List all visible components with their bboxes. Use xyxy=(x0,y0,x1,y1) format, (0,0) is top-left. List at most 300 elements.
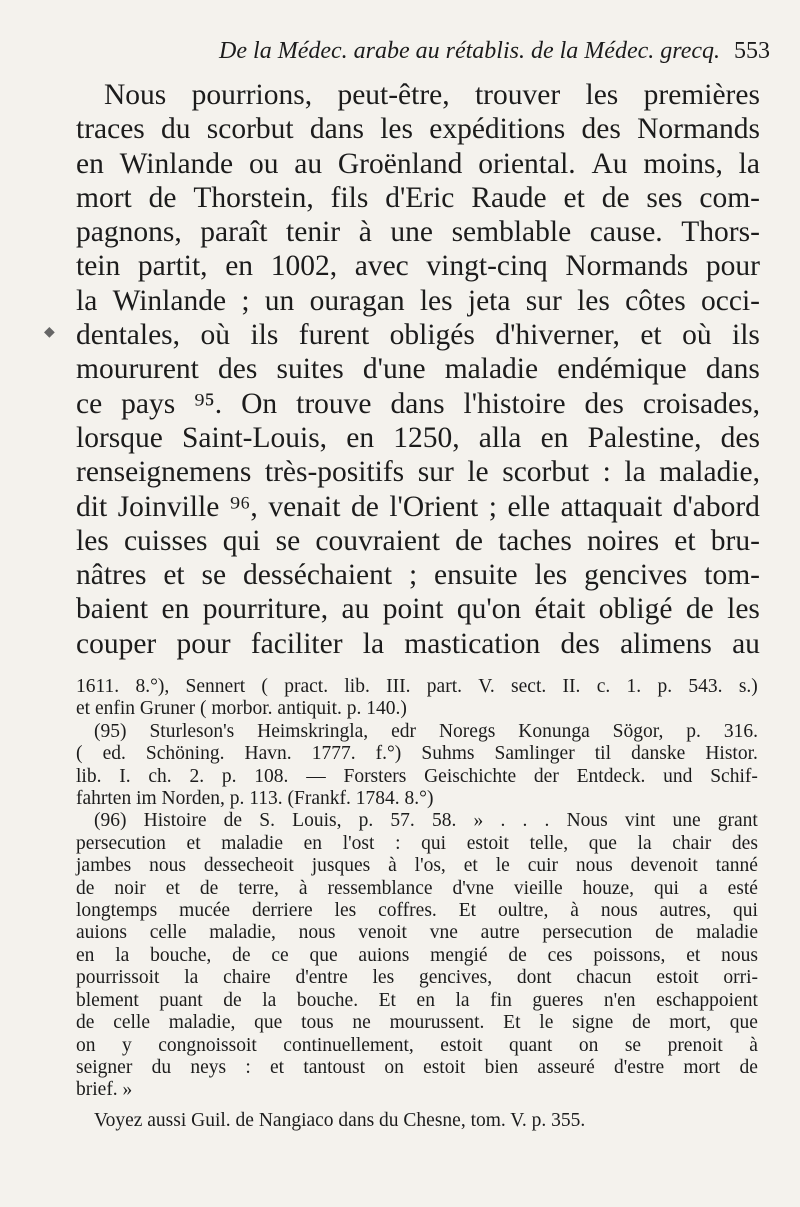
word: Louis, xyxy=(292,810,342,832)
text-line xyxy=(76,181,760,215)
word: cuisses xyxy=(123,524,208,557)
word: sur xyxy=(417,456,454,489)
word: tous xyxy=(301,1012,334,1034)
word: et xyxy=(563,181,585,214)
word: Normands xyxy=(637,113,760,146)
word: furent xyxy=(298,319,370,352)
word: maladie xyxy=(221,832,283,854)
word: Havn. xyxy=(244,743,292,765)
word: moururent xyxy=(76,353,199,386)
word: I. xyxy=(119,765,131,787)
word: cause. xyxy=(589,216,663,249)
word: était xyxy=(534,593,586,626)
text-line xyxy=(76,249,760,283)
word: couvraient xyxy=(315,524,440,557)
word: de xyxy=(508,944,527,966)
word: Nous xyxy=(104,79,167,111)
word: les xyxy=(419,284,453,317)
word: . xyxy=(544,810,550,832)
footnote-line: brief. » xyxy=(76,1079,133,1101)
word: com- xyxy=(699,181,760,214)
footnote-line xyxy=(76,878,758,900)
word: houze, xyxy=(582,877,635,899)
word: une xyxy=(672,810,701,832)
word: endémique xyxy=(557,353,687,386)
word: d'entre xyxy=(295,967,348,989)
word: III. xyxy=(386,676,411,697)
footnote-see-also: Voyez aussi Guil. de Nangiaco dans du Chesne, tom. V. p. 355. xyxy=(94,1109,586,1131)
word: Et xyxy=(458,900,477,922)
word: oriental. xyxy=(478,147,576,180)
word: où xyxy=(682,319,712,352)
word: à xyxy=(358,216,372,249)
margin-mark-icon: ◆ xyxy=(44,324,55,340)
word: ; xyxy=(241,284,250,317)
word: persecution xyxy=(76,832,166,854)
word: . xyxy=(500,810,506,832)
word: la xyxy=(76,284,98,317)
word: pourriture, xyxy=(202,593,329,626)
word: ce xyxy=(271,944,289,966)
word: d'hiverner, xyxy=(495,319,620,352)
word: baient xyxy=(76,593,149,626)
word: Winlande xyxy=(112,284,227,317)
word: seigner xyxy=(76,1056,133,1078)
word: celle xyxy=(149,922,187,944)
word: à xyxy=(570,900,579,922)
word: Sturleson's xyxy=(149,720,235,742)
word: et xyxy=(463,855,478,877)
word: que xyxy=(254,1012,283,1034)
word: ce xyxy=(76,387,103,420)
word: ils xyxy=(250,319,279,352)
word: attaquait xyxy=(560,490,663,523)
word: une xyxy=(390,216,433,249)
word: y xyxy=(121,1034,132,1056)
word: des xyxy=(560,627,600,660)
word: chaire xyxy=(223,967,271,989)
word: mourussent. xyxy=(389,1012,485,1034)
word: V. xyxy=(478,676,495,697)
word: der xyxy=(533,765,559,787)
word: 1611. xyxy=(76,676,120,697)
text-line xyxy=(76,112,760,146)
word: celle xyxy=(113,1012,150,1034)
word: de xyxy=(76,1012,95,1034)
word: 58. xyxy=(431,810,457,832)
word: trouve xyxy=(296,387,372,420)
word: ⁹⁶, xyxy=(229,490,258,523)
footnote-line xyxy=(76,945,758,967)
word: Normands xyxy=(565,250,689,283)
word: peut-être, xyxy=(337,79,450,111)
word: Et xyxy=(503,1012,521,1034)
word: nâtres xyxy=(76,559,147,592)
word: trouver xyxy=(474,79,561,111)
word: pagnons, xyxy=(76,216,182,249)
word: fin xyxy=(490,989,512,1011)
word: mucée xyxy=(179,900,231,922)
word: mort, xyxy=(669,1012,711,1034)
text-line xyxy=(76,592,760,626)
footnote-line xyxy=(76,900,758,922)
word: de xyxy=(223,989,242,1011)
word: Raude xyxy=(471,181,547,214)
word: des xyxy=(218,353,258,386)
word: se xyxy=(201,559,227,592)
word: cuir xyxy=(527,855,559,877)
word: bien xyxy=(484,1056,519,1078)
word: ch. xyxy=(148,765,172,787)
word: Heimskringla, xyxy=(257,720,369,742)
word: bru- xyxy=(710,524,760,557)
word: Suhms xyxy=(421,743,475,765)
word: lib. xyxy=(344,676,370,697)
word: scorbut xyxy=(502,456,590,489)
word: les xyxy=(534,559,568,592)
word: Nous xyxy=(566,810,608,832)
word: de xyxy=(223,810,243,832)
page-number: 553 xyxy=(734,38,770,64)
word: derriere xyxy=(251,900,313,922)
word: de xyxy=(455,524,483,557)
word: mort xyxy=(683,1056,721,1078)
text-line xyxy=(76,318,760,352)
word: venoit xyxy=(358,922,407,944)
word: desséchaient xyxy=(242,559,393,592)
word: bouche, xyxy=(150,944,212,966)
word: lib. xyxy=(76,765,102,787)
word: II. xyxy=(562,676,581,697)
word: coffres. xyxy=(378,900,437,922)
word: la xyxy=(184,967,199,989)
word: gencives xyxy=(584,559,688,592)
word: que xyxy=(309,944,338,966)
footnote-line: fahrten im Norden, p. 113. (Frankf. 1784. 8.°) xyxy=(76,788,434,810)
word: bouche. xyxy=(296,989,359,1011)
text-line xyxy=(76,524,760,558)
word: et xyxy=(269,1056,285,1078)
word: les xyxy=(577,284,610,317)
word: poissons, xyxy=(593,944,666,966)
word: (95) xyxy=(94,720,127,742)
word: oultre, xyxy=(497,900,549,922)
word: noir xyxy=(114,877,146,899)
word: edr xyxy=(391,720,417,742)
footnote-line xyxy=(76,766,758,788)
word: til xyxy=(594,743,612,765)
word: 1002, xyxy=(270,250,338,283)
word: d'estre xyxy=(614,1056,665,1078)
word: la xyxy=(637,832,652,854)
word: l'Orient xyxy=(389,490,479,523)
word: ouragan xyxy=(309,284,405,317)
word: premières xyxy=(643,79,760,111)
word: des xyxy=(731,832,758,854)
word: Histoire xyxy=(143,810,207,832)
word: le xyxy=(539,1012,554,1034)
word: en xyxy=(225,250,254,283)
word: chacun xyxy=(576,967,632,989)
word: 57. xyxy=(390,810,415,832)
word: nous xyxy=(575,855,613,877)
word: de xyxy=(632,1012,651,1034)
word: continuellement, xyxy=(283,1034,414,1056)
word: ses xyxy=(646,181,683,214)
word: en xyxy=(303,832,323,854)
word: p. xyxy=(221,765,237,787)
word: qui xyxy=(421,832,447,854)
word: que xyxy=(588,832,617,854)
word: S. xyxy=(259,810,275,832)
word: d'vne xyxy=(452,877,494,899)
word: vne xyxy=(429,922,458,944)
word: et xyxy=(165,877,180,899)
word: pour xyxy=(176,627,231,660)
word: ( xyxy=(261,676,268,697)
word: autres, xyxy=(659,900,712,922)
word: on xyxy=(578,1034,599,1056)
text-line xyxy=(76,78,760,112)
word: renseignemens xyxy=(76,456,252,489)
word: en xyxy=(416,989,435,1011)
word: qu'on xyxy=(456,593,522,626)
word: les xyxy=(372,967,395,989)
word: ressemblance xyxy=(327,877,433,899)
word: dans xyxy=(390,387,445,420)
word: ; xyxy=(408,559,418,592)
word: tenir xyxy=(286,216,341,249)
word: 316. xyxy=(723,720,758,742)
word: point xyxy=(382,593,444,626)
word: pour xyxy=(705,250,760,283)
word: pays xyxy=(121,387,176,420)
word: chair xyxy=(672,832,712,854)
word: l'ost xyxy=(342,832,375,854)
word: estoit xyxy=(423,1056,466,1078)
word: — xyxy=(306,765,326,787)
word: : xyxy=(602,456,611,489)
footnote-line xyxy=(76,1057,758,1079)
footnote-line xyxy=(76,1012,758,1034)
word: de xyxy=(350,490,379,523)
word: de xyxy=(76,877,95,899)
word: asseuré xyxy=(537,1056,595,1078)
text-line xyxy=(76,352,760,386)
word: de xyxy=(685,593,714,626)
word: estoit xyxy=(440,1034,483,1056)
word: und xyxy=(663,765,693,787)
footnote-line: et enfin Gruner ( morbor. antiquit. p. 140.) xyxy=(76,698,407,720)
word: maladie, xyxy=(168,1012,236,1034)
word: à xyxy=(388,855,397,877)
word: Schöning. xyxy=(145,743,225,765)
word: scorbut xyxy=(206,113,294,146)
word: se xyxy=(624,1034,642,1056)
footnote-96 xyxy=(76,810,758,832)
word: Histor. xyxy=(705,743,758,765)
word: signe xyxy=(572,1012,614,1034)
word: la xyxy=(455,989,470,1011)
word: estoit xyxy=(656,967,699,989)
word: des xyxy=(720,421,760,454)
word: 108. xyxy=(254,765,289,787)
word: ils xyxy=(732,319,760,352)
word: vingt-cinq xyxy=(426,250,548,283)
word: ⁹⁵. xyxy=(194,387,223,420)
text-line xyxy=(76,558,760,592)
word: prenoit xyxy=(667,1034,723,1056)
word: qui xyxy=(222,524,261,557)
word: elle xyxy=(507,490,551,523)
word: gueres xyxy=(532,989,584,1011)
word: des xyxy=(584,387,624,420)
footnote-line xyxy=(76,833,758,855)
text-line xyxy=(76,147,760,181)
word: 543. xyxy=(688,676,723,697)
word: de xyxy=(739,1056,758,1078)
word: maladie xyxy=(696,922,758,944)
word: dans xyxy=(309,113,364,146)
word: semblable xyxy=(451,216,572,249)
word: les xyxy=(380,113,413,146)
word: tanné xyxy=(715,855,758,877)
word: 8.°), xyxy=(135,676,170,697)
word: sur xyxy=(525,284,562,317)
word: avec xyxy=(354,250,409,283)
word: la xyxy=(115,944,130,966)
word: persecution xyxy=(542,922,633,944)
word: p. xyxy=(657,676,673,697)
word: tom- xyxy=(704,559,760,592)
word: Sögor, xyxy=(612,720,664,742)
word: Thors- xyxy=(681,216,760,249)
word: p. xyxy=(686,720,701,742)
word: noires xyxy=(587,524,660,557)
word: au xyxy=(341,593,370,626)
word: de xyxy=(655,922,674,944)
word: devenoit xyxy=(630,855,698,877)
word: blement xyxy=(76,989,139,1011)
word: en xyxy=(76,944,95,966)
word: nous xyxy=(298,922,336,944)
word: fils xyxy=(330,181,369,214)
word: en xyxy=(346,421,375,454)
word: nous xyxy=(721,944,758,966)
word: les xyxy=(727,593,760,626)
word: pourrions, xyxy=(191,79,313,111)
word: se xyxy=(275,524,301,557)
word: d'abord xyxy=(672,490,760,523)
word: la xyxy=(362,627,385,660)
word: au xyxy=(732,627,760,660)
word: ces xyxy=(547,944,573,966)
word: et xyxy=(163,559,185,592)
word: nous xyxy=(600,900,638,922)
word: faciliter xyxy=(250,627,343,660)
word: orri- xyxy=(723,967,758,989)
word: auions xyxy=(358,944,410,966)
word: auions xyxy=(76,922,127,944)
word: Joinville xyxy=(117,490,220,523)
word: des xyxy=(581,113,621,146)
running-header xyxy=(76,38,770,65)
word: Winlande xyxy=(119,147,234,180)
word: de xyxy=(601,181,630,214)
word: obligé xyxy=(598,593,673,626)
word: puant xyxy=(159,989,203,1011)
word: mort xyxy=(76,181,132,214)
word: occi- xyxy=(701,284,760,317)
footnote-line xyxy=(76,743,758,765)
word: Samlinger xyxy=(494,743,575,765)
word: et xyxy=(186,832,201,854)
word: (96) xyxy=(94,810,127,832)
text-line xyxy=(76,421,760,455)
word: on xyxy=(76,1034,96,1056)
word: grant xyxy=(717,810,758,832)
word: eschappoient xyxy=(656,989,758,1011)
word: Sennert xyxy=(185,676,246,697)
word: pourrissoit xyxy=(76,967,160,989)
word: Thorstein, xyxy=(193,181,314,214)
word: ne xyxy=(352,1012,371,1034)
word: la xyxy=(738,147,760,180)
main-text xyxy=(76,78,760,661)
word: en xyxy=(76,147,104,180)
word: et xyxy=(686,944,701,966)
word: longtemps xyxy=(76,900,158,922)
word: le xyxy=(495,855,510,877)
running-title: De la Médec. arabe au rétablis. de la Médec. grecq. xyxy=(219,38,720,64)
word: suites xyxy=(276,353,344,386)
word: terre, xyxy=(238,877,279,899)
word: dessecheoit xyxy=(203,855,294,877)
word: de xyxy=(199,877,219,899)
word: dentales, xyxy=(76,319,181,352)
word: du xyxy=(151,1056,172,1078)
word: traces xyxy=(76,113,145,146)
word: Saint-Louis, xyxy=(182,421,328,454)
word: On xyxy=(241,387,278,420)
word: en xyxy=(161,593,190,626)
word: autre xyxy=(480,922,520,944)
word: Et xyxy=(378,989,396,1011)
word: de xyxy=(232,944,251,966)
footnote-line xyxy=(76,855,758,877)
word: Groënland xyxy=(337,147,463,180)
word: 2. xyxy=(189,765,205,787)
word: dont xyxy=(516,967,552,989)
word: les xyxy=(585,79,619,111)
text-line xyxy=(76,627,760,661)
text-line xyxy=(76,215,760,249)
word: dit xyxy=(76,490,108,523)
word: obligés xyxy=(389,319,475,352)
word: alla xyxy=(478,421,522,454)
word: pract. xyxy=(284,676,329,697)
footnote-line xyxy=(76,990,758,1012)
word: : xyxy=(245,1056,251,1078)
word: à xyxy=(298,877,308,899)
word: Geischichte xyxy=(424,765,517,787)
word: les xyxy=(76,524,109,557)
word: nous xyxy=(149,855,186,877)
word: c. xyxy=(596,676,611,697)
word: maladie, xyxy=(209,922,276,944)
word: taches xyxy=(498,524,572,557)
word: lorsque xyxy=(76,421,163,454)
